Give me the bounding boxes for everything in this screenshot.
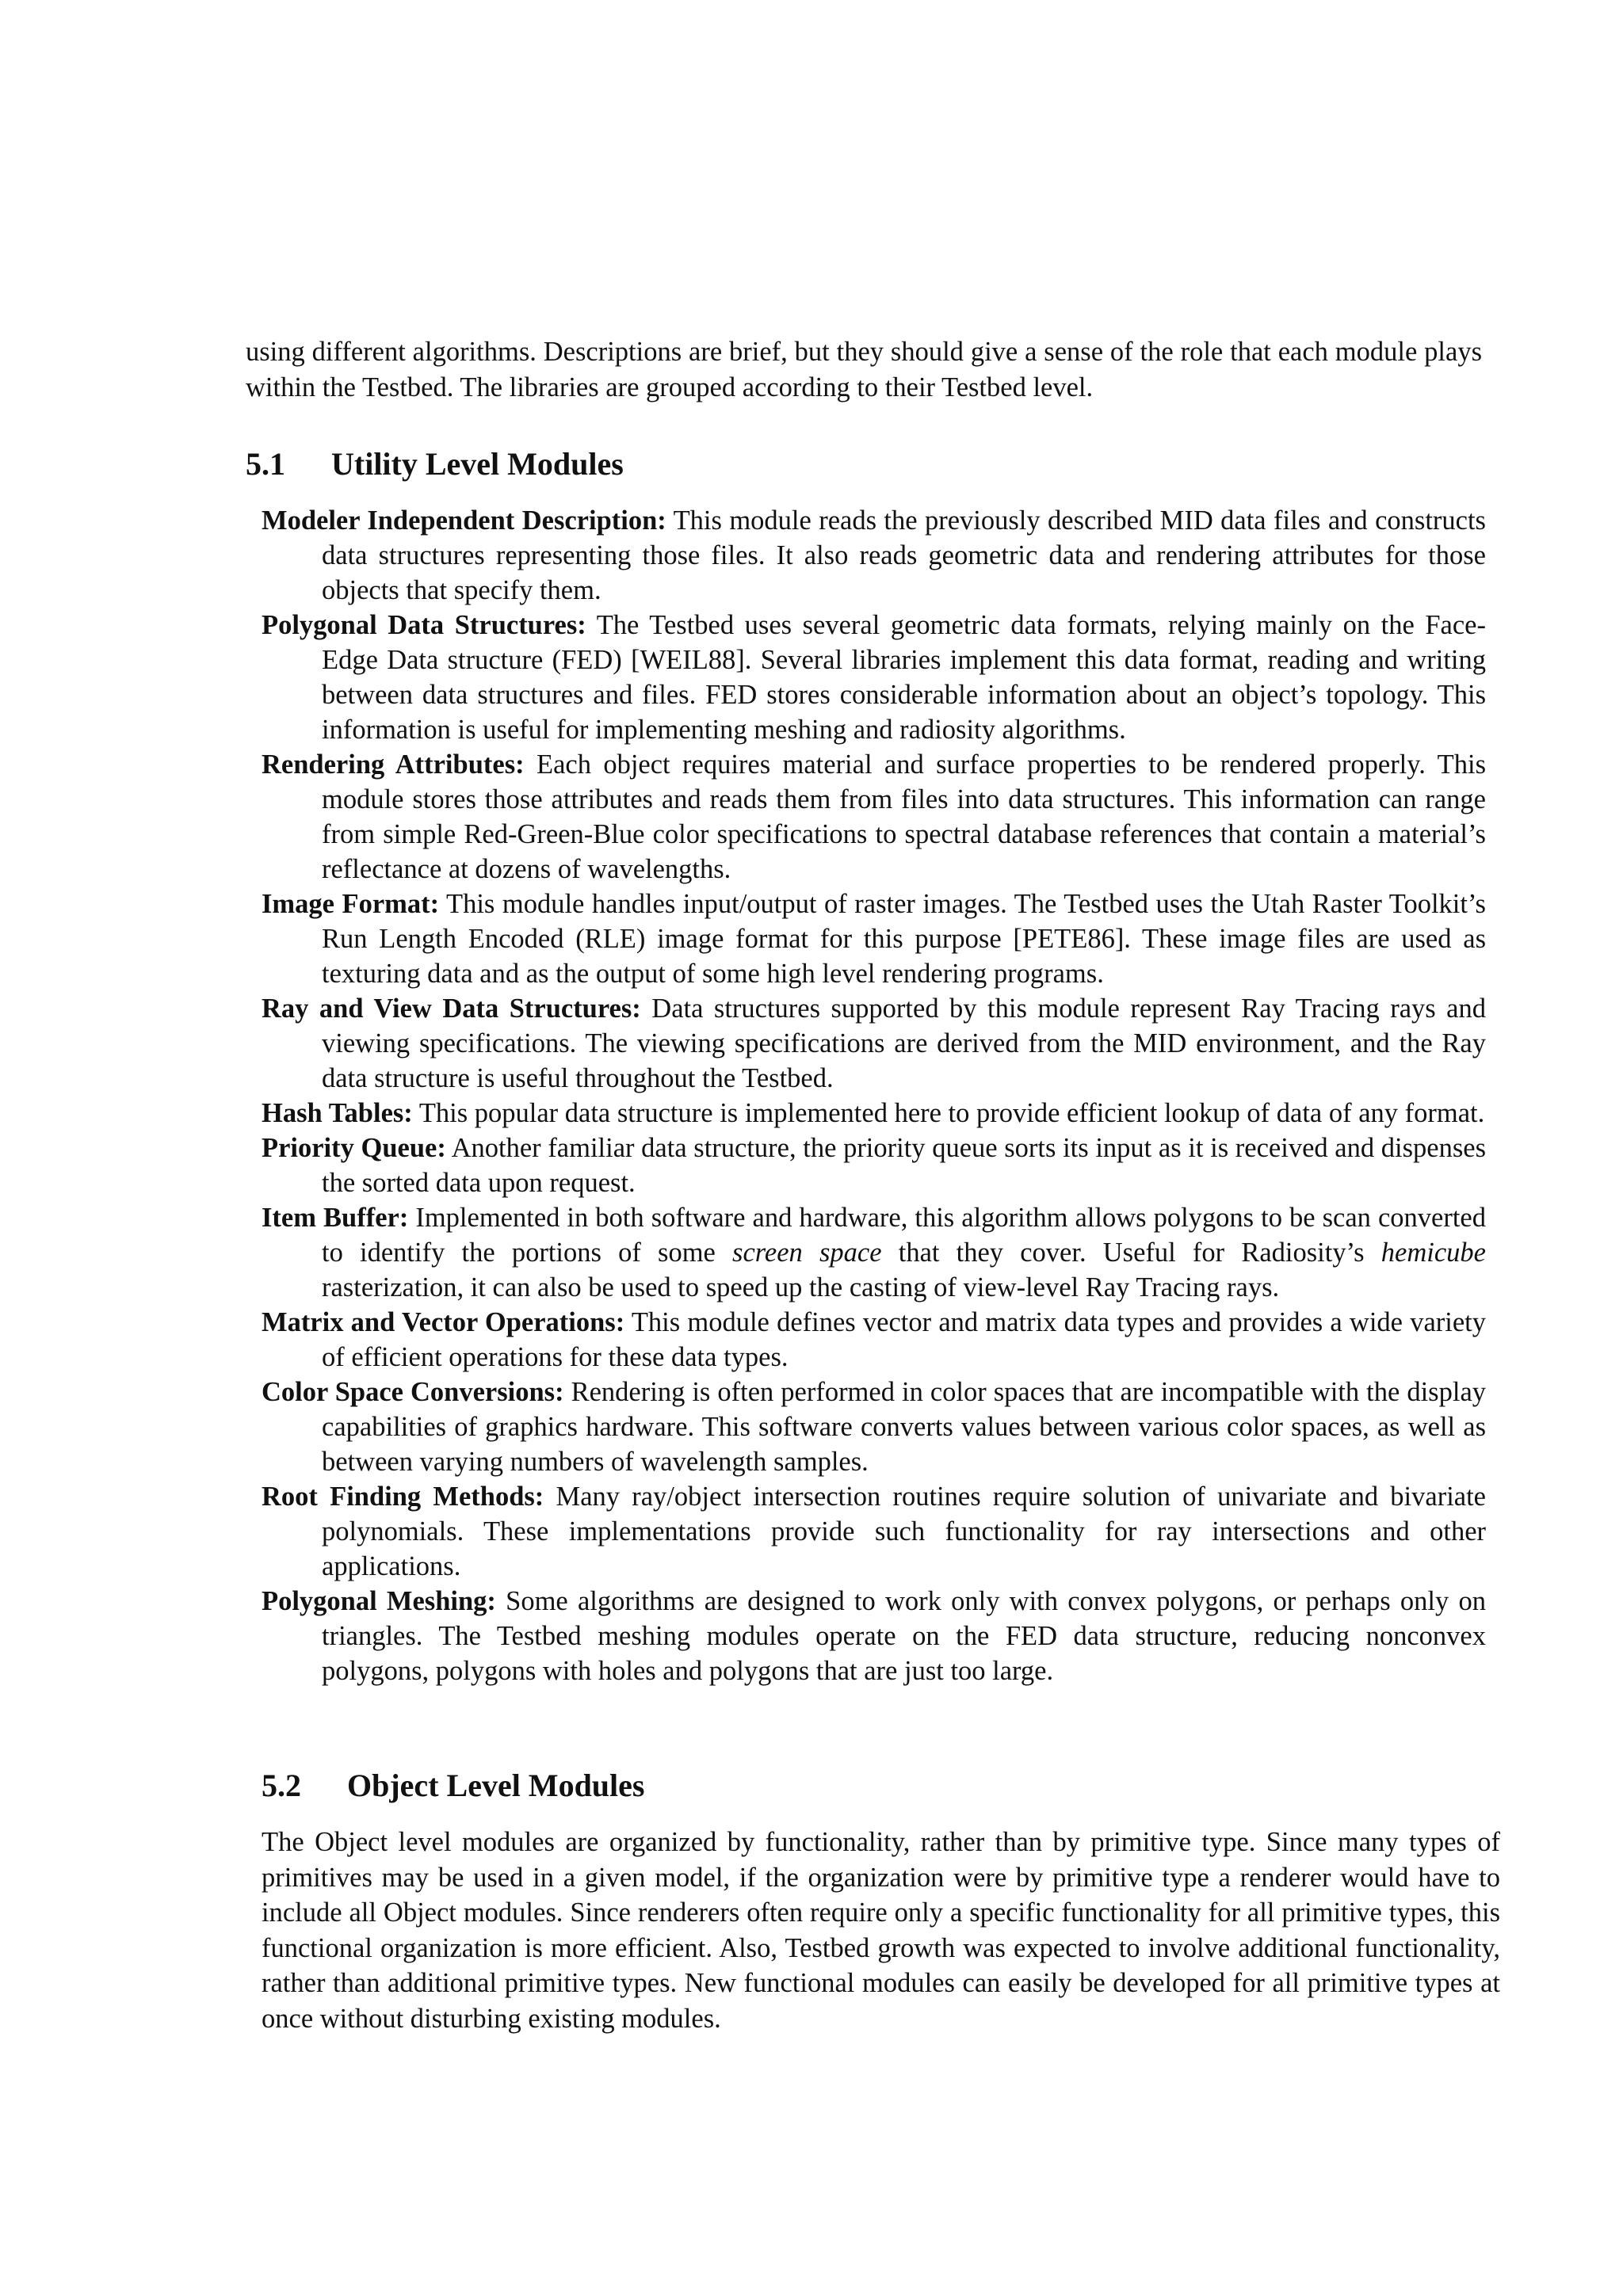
module-description-part: rasterization, it can also be used to speed up the casting of view-level Ray Tracing rays. [322, 1272, 1280, 1302]
module-term: Root Finding Methods: [262, 1482, 544, 1512]
module-description: Data structures supported by this module represent Ray Tracing rays and viewing specifications. The viewing specifications are derived from the MID environment, and the Ray data structure is useful throughout the Testbed. [322, 994, 1486, 1093]
module-term: Priority Queue: [262, 1133, 446, 1163]
intro-paragraph: using different algorithms. Descriptions are brief, but they should give a sense of the role that each module plays within the Testbed. The libraries are grouped according to their Testbed level. [246, 337, 1482, 402]
module-term: Matrix and Vector Operations: [262, 1307, 625, 1337]
section-title: Utility Level Modules [331, 446, 624, 482]
module-term: Color Space Conversions: [262, 1377, 564, 1407]
module-description: The Testbed uses several geometric data formats, relying mainly on the Face-Edge Data structure (FED) [WEIL88]. Several libraries implement this data format, reading and writing between data structures and files. FED stores considerable information about an object’s topology. This information is useful for implementing meshing and radiosity algorithms. [322, 610, 1486, 745]
module-description-part: Implemented in both software and hardware, this algorithm allows polygons to be scan converted to identify the portions of some [322, 1203, 1486, 1268]
module-term: Polygonal Meshing: [262, 1586, 496, 1616]
section-number: 5.1 [246, 446, 285, 482]
module-description: Rendering is often performed in color spaces that are incompatible with the display capabilities of graphics hardware. This software converts values between various color spaces, as well as between varying numbers of wavelength samples. [322, 1377, 1487, 1477]
list-item [262, 1479, 1486, 1584]
module-description: This module defines vector and matrix data types and provides a wide variety of efficient operations for these data types. [322, 1307, 1486, 1372]
list-item [262, 1131, 1486, 1200]
list-item [262, 1375, 1486, 1479]
module-term: Item Buffer: [262, 1203, 409, 1233]
module-term: Ray and View Data Structures: [262, 994, 641, 1024]
module-description-part: that they cover. Useful for Radiosity’s [898, 1238, 1365, 1268]
list-item [262, 887, 1486, 991]
emphasis-screen-space: screen space [732, 1238, 882, 1268]
list-item [262, 1584, 1486, 1688]
module-description: Each object requires material and surface properties to be rendered properly. This module stores those attributes and reads them from files into data structures. This information can range from simple Red-Green-Blue color specifications to spectral database references that contain a material’s reflectance at dozens of wavelengths. [322, 749, 1487, 884]
utility-module-list [262, 503, 1486, 1688]
section-number: 5.2 [262, 1768, 301, 1803]
list-item [262, 747, 1486, 887]
module-term: Modeler Independent Description: [262, 505, 666, 536]
module-description: This popular data structure is implemented here to provide efficient lookup of data of any format. [418, 1098, 1485, 1128]
module-description: Many ray/object intersection routines require solution of univariate and bivariate polynomials. These implementations provide such functionality for ray intersections and other applications. [322, 1482, 1486, 1581]
module-term: Polygonal Data Structures: [262, 610, 586, 640]
list-item [262, 1200, 1486, 1305]
module-term: Image Format: [262, 889, 440, 919]
module-description: This module reads the previously described MID data files and constructs data structures representing those files. It also reads geometric data and rendering attributes for those objects that specify them. [322, 505, 1486, 605]
list-item [262, 1096, 1486, 1131]
section-title: Object Level Modules [347, 1768, 645, 1803]
list-item [262, 503, 1486, 608]
list-item [262, 608, 1486, 747]
list-item [262, 1305, 1486, 1375]
list-item [262, 991, 1486, 1096]
section-heading-5-2 [262, 1767, 645, 1805]
module-description: Some algorithms are designed to work only with convex polygons, or perhaps only on triangles. The Testbed meshing modules operate on the FED data structure, reducing nonconvex polygons, polygons with holes and polygons that are just too large. [322, 1586, 1486, 1686]
module-term: Rendering Attributes: [262, 749, 525, 780]
module-description: This module handles input/output of raster images. The Testbed uses the Utah Raster Toolkit’s Run Length Encoded (RLE) image format for this purpose [PETE86]. These image files are used as texturing data and as the output of some high level rendering programs. [322, 889, 1486, 989]
object-level-paragraph: The Object level modules are organized by functionality, rather than by primitive type. Since many types of primitives may be used in a given model, if the organization were by primitive type a renderer would have to include all Object modules. Since renderers often require only a specific functionality for all primitive types, this functional organization is more efficient. Also, Testbed growth was expected to involve additional functionality, rather than additional primitive types. New functional modules can easily be developed for all primitive types at once without disturbing existing modules. [262, 1827, 1500, 2034]
module-description: Another familiar data structure, the priority queue sorts its input as it is received and dispenses the sorted data upon request. [322, 1133, 1486, 1198]
module-term: Hash Tables: [262, 1098, 413, 1128]
emphasis-hemicube: hemicube [1381, 1238, 1486, 1268]
section-heading-5-1 [246, 445, 624, 483]
